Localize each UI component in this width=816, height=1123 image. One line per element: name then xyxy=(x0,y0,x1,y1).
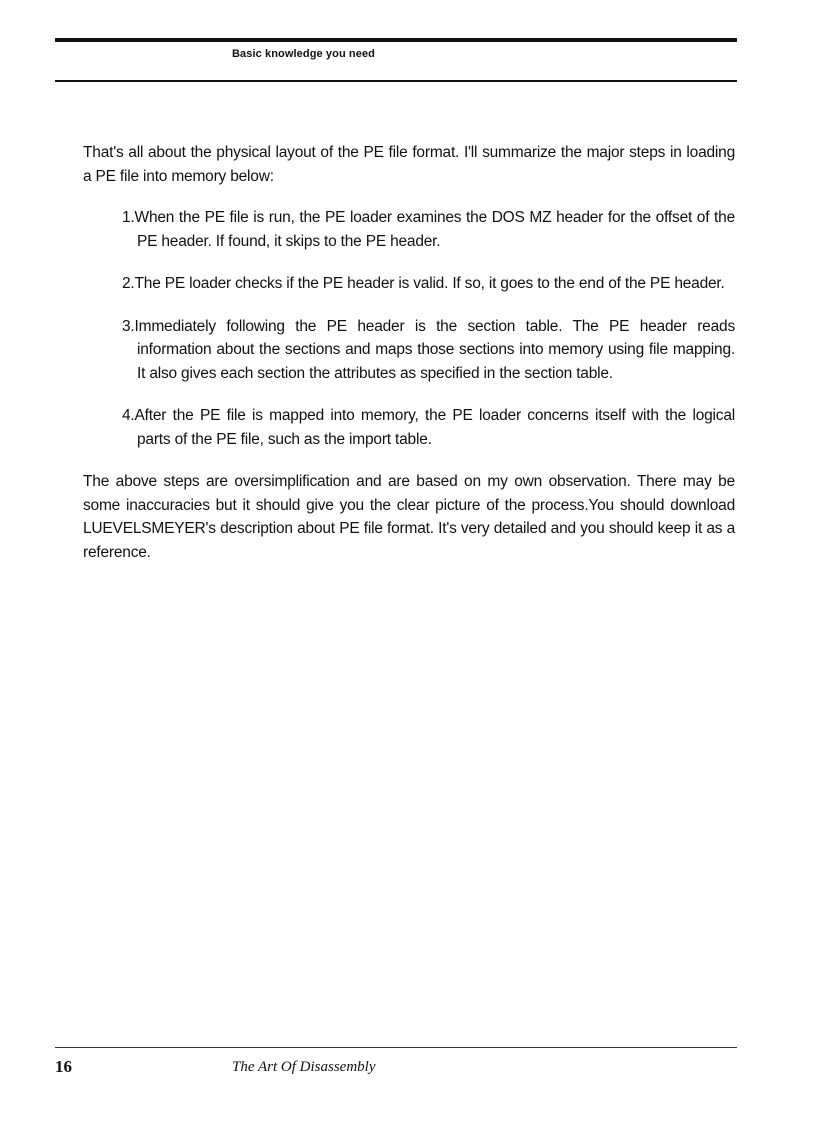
body-text xyxy=(83,141,735,564)
header-bottom-rule xyxy=(55,80,737,82)
closing-paragraph: The above steps are oversimplification and are based on my own observation. There may be some inaccuracies but it should give you the clear picture of the process.You should download LUEVELSMEYER's description about PE file format. It's very detailed and you should keep it as a reference. xyxy=(83,473,735,561)
book-title: The Art Of Disassembly xyxy=(232,1059,376,1075)
footer-rule xyxy=(55,1047,737,1048)
step-2: 2.The PE loader checks if the PE header is valid. If so, it goes to the end of the PE header. xyxy=(122,275,725,292)
header-top-rule xyxy=(55,38,737,42)
intro-paragraph: That's all about the physical layout of the PE file format. I'll summarize the major steps in loading a PE file into memory below: xyxy=(83,144,735,185)
page-number: 16 xyxy=(55,1057,72,1076)
steps-list xyxy=(83,206,735,451)
step-1: 1.When the PE file is run, the PE loader examines the DOS MZ header for the offset of the PE header. If found, it skips to the PE header. xyxy=(122,209,735,250)
step-4: 4.After the PE file is mapped into memory, the PE loader concerns itself with the logical parts of the PE file, such as the import table. xyxy=(122,407,735,448)
running-header: Basic knowledge you need xyxy=(232,48,375,60)
step-3: 3.Immediately following the PE header is the section table. The PE header reads information about the sections and maps those sections into memory using file mapping. It also gives each section the attributes as specified in the section table. xyxy=(122,317,735,382)
